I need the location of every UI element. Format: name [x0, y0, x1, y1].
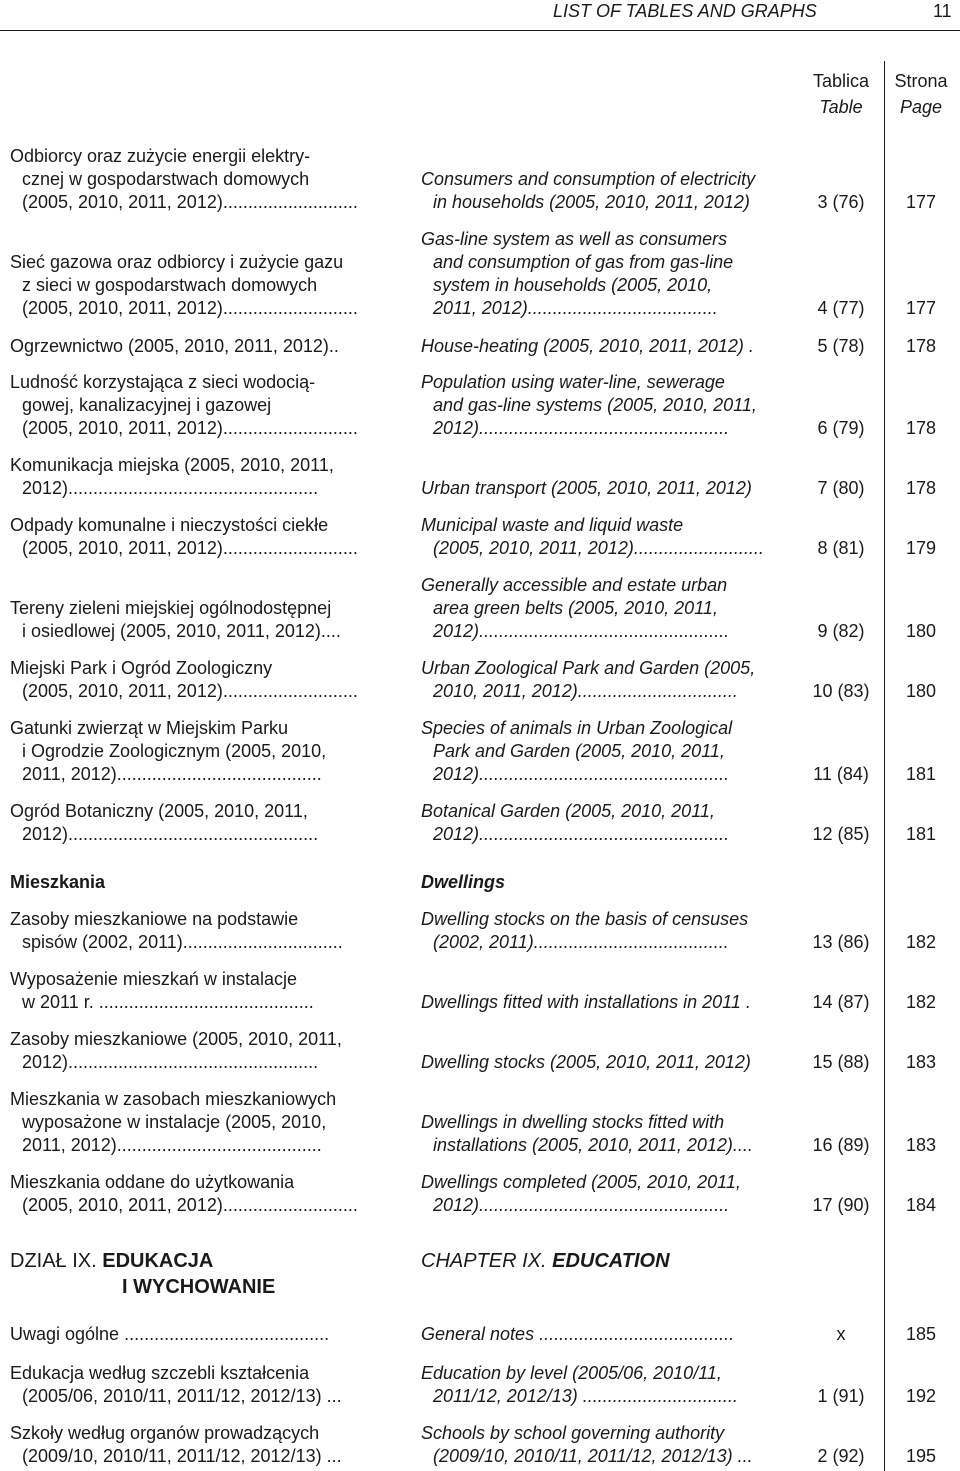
- entry-title-en: [421, 1422, 801, 1468]
- section-title-en: Dwellings: [421, 872, 506, 892]
- entry-title-en-line: 2010, 2011, 2012)................................: [433, 681, 738, 701]
- entry-title-pl-line: Uwagi ogólne .........................................: [10, 1324, 330, 1344]
- entry-title-pl: [10, 908, 386, 954]
- entry-title-pl: [10, 1362, 386, 1408]
- entry-title-pl-line: i osiedlowej (2005, 2010, 2011, 2012)....: [22, 621, 341, 641]
- entry-title-pl-line: (2005, 2010, 2011, 2012)...........................: [22, 418, 358, 438]
- chapter-title-pl: [10, 1248, 386, 1300]
- page-number: 178: [905, 336, 937, 356]
- page-number: 177: [905, 192, 937, 212]
- entry-title-en: [421, 991, 801, 1014]
- section-title-pl: Mieszkania: [10, 872, 106, 892]
- entry-title-en: [421, 1323, 801, 1346]
- entry-title-en-line: Dwellings completed (2005, 2010, 2011,: [421, 1172, 741, 1192]
- entry-title-en-line: and consumption of gas from gas-line: [433, 252, 734, 272]
- column-header-table-en: Table: [819, 97, 863, 117]
- entry-title-pl-line: cznej w gospodarstwach domowych: [22, 169, 310, 189]
- entry-title-pl-line: Zasoby mieszkaniowe (2005, 2010, 2011,: [10, 1029, 342, 1049]
- chapter-name-en: EDUCATION: [552, 1250, 670, 1272]
- entry-title-en: [421, 477, 801, 500]
- table-number: 12 (85): [812, 824, 870, 844]
- entry-title-en-line: Park and Garden (2005, 2010, 2011,: [433, 741, 725, 761]
- entry-title-en-line: 2012)..................................................: [433, 418, 730, 438]
- table-number: 2 (92): [817, 1446, 865, 1466]
- entry-title-en-line: Education by level (2005/06, 2010/11,: [421, 1363, 722, 1383]
- entry-title-pl: [10, 251, 386, 320]
- page-number: 184: [905, 1195, 937, 1215]
- column-header-page-en: Page: [899, 97, 943, 117]
- entry-title-en-line: 2012)..................................................: [433, 1195, 730, 1215]
- entry-title-pl: [10, 1028, 386, 1074]
- entry-title-en-line: Population using water-line, sewerage: [421, 372, 725, 392]
- entry-title-pl-line: Gatunki zwierząt w Miejskim Parku: [10, 718, 289, 738]
- entry-title-en-line: installations (2005, 2010, 2011, 2012)....: [433, 1135, 753, 1155]
- entry-title-pl-line: Sieć gazowa oraz odbiorcy i zużycie gazu: [10, 252, 344, 272]
- column-header-strona: Strona: [894, 71, 948, 91]
- table-number: 16 (89): [812, 1135, 870, 1155]
- entry-title-en: [421, 228, 801, 320]
- entry-title-pl-line: Ogrzewnictwo (2005, 2010, 2011, 2012)..: [10, 336, 339, 356]
- entry-title-pl-line: Ogród Botaniczny (2005, 2010, 2011,: [10, 801, 308, 821]
- entry-title-en: [421, 1171, 801, 1217]
- entry-title-pl-line: (2005, 2010, 2011, 2012)...........................: [22, 192, 358, 212]
- entry-title-pl: [10, 597, 386, 643]
- entry-title-pl: [10, 145, 386, 214]
- chapter-title-pl-line: [10, 1248, 386, 1274]
- entry-title-en-line: General notes .......................................: [421, 1324, 735, 1344]
- entry-title-pl: [10, 717, 386, 786]
- column-header-page: [886, 68, 956, 120]
- entry-title-pl-line: Odpady komunalne i nieczystości ciekłe: [10, 515, 329, 535]
- entry-title-en-line: Botanical Garden (2005, 2010, 2011,: [421, 801, 715, 821]
- entry-title-pl: [10, 800, 386, 846]
- chapter-prefix-pl: DZIAŁ IX.: [10, 1250, 103, 1272]
- table-number: 15 (88): [812, 1052, 870, 1072]
- entry-title-en: [421, 514, 801, 560]
- entry-title-en-line: Dwellings fitted with installations in 2011 .: [421, 992, 751, 1012]
- entry-title-pl: [10, 657, 386, 703]
- entry-title-pl-line: 2011, 2012).........................................: [22, 764, 322, 784]
- header-title: LIST OF TABLES AND GRAPHS: [553, 1, 817, 21]
- entry-title-en-line: Dwelling stocks on the basis of censuses: [421, 909, 749, 929]
- header-page-number: 11: [933, 1, 952, 21]
- page-number: 185: [905, 1324, 937, 1344]
- page-number: 180: [905, 681, 937, 701]
- entry-title-en-line: 2011/12, 2012/13) ...............................: [433, 1386, 738, 1406]
- entry-title-pl: [10, 968, 386, 1014]
- entry-title-en-line: (2009/10, 2010/11, 2011/12, 2012/13) ...: [433, 1446, 753, 1466]
- entry-title-en-line: Schools by school governing authority: [421, 1423, 725, 1443]
- entry-title-pl-line: 2011, 2012).........................................: [22, 1135, 322, 1155]
- page-number: 182: [905, 992, 937, 1012]
- table-number: 17 (90): [812, 1195, 870, 1215]
- entry-title-en-line: House-heating (2005, 2010, 2011, 2012) .: [421, 336, 754, 356]
- page-number: 181: [905, 824, 937, 844]
- column-header-table: [800, 68, 882, 120]
- entry-title-en-line: Urban transport (2005, 2010, 2011, 2012): [421, 478, 752, 498]
- table-number: 3 (76): [817, 192, 865, 212]
- entry-title-en: [421, 908, 801, 954]
- entry-title-en: [421, 717, 801, 786]
- entry-title-en-line: Species of animals in Urban Zoological: [421, 718, 733, 738]
- column-divider: [884, 61, 885, 1471]
- table-number: 13 (86): [812, 932, 870, 952]
- page-number: 183: [905, 1135, 937, 1155]
- entry-title-en: [421, 168, 801, 214]
- table-number: 5 (78): [817, 336, 865, 356]
- page-number: 182: [905, 932, 937, 952]
- table-number: x: [836, 1324, 846, 1344]
- entry-title-en: [421, 657, 801, 703]
- page-number: 181: [905, 764, 937, 784]
- entry-title-pl-line: Mieszkania oddane do użytkowania: [10, 1172, 295, 1192]
- entry-title-pl-line: 2012)..................................................: [22, 824, 319, 844]
- entry-title-pl-line: w 2011 r. ...........................................: [22, 992, 314, 1012]
- entry-title-pl: [10, 514, 386, 560]
- entry-title-en-line: Municipal waste and liquid waste: [421, 515, 684, 535]
- entry-title-pl-line: (2005, 2010, 2011, 2012)...........................: [22, 538, 358, 558]
- entry-title-pl-line: Wyposażenie mieszkań w instalacje: [10, 969, 297, 989]
- entry-title-pl-line: Komunikacja miejska (2005, 2010, 2011,: [10, 455, 334, 475]
- entry-title-pl-line: z sieci w gospodarstwach domowych: [22, 275, 318, 295]
- entry-title-en-line: Generally accessible and estate urban: [421, 575, 728, 595]
- entry-title-pl-line: (2005, 2010, 2011, 2012)...........................: [22, 298, 358, 318]
- entry-title-pl: [10, 1422, 386, 1468]
- chapter-prefix-en: CHAPTER IX.: [421, 1250, 547, 1272]
- chapter-name-pl-line2: I WYCHOWANIE: [122, 1276, 276, 1298]
- entry-title-en-line: Urban Zoological Park and Garden (2005,: [421, 658, 756, 678]
- table-number: 11 (84): [813, 764, 869, 784]
- table-number: 6 (79): [817, 418, 865, 438]
- entry-title-pl-line: Zasoby mieszkaniowe na podstawie: [10, 909, 299, 929]
- entry-title-pl-line: Odbiorcy oraz zużycie energii elektry-: [10, 146, 311, 166]
- entry-title-en-line: Consumers and consumption of electricity: [421, 169, 756, 189]
- entry-title-en-line: 2012)..................................................: [433, 621, 730, 641]
- table-number: 10 (83): [812, 681, 870, 701]
- entry-title-pl: [10, 1323, 386, 1346]
- entry-title-pl-line: Tereny zieleni miejskiej ogólnodostępnej: [10, 598, 332, 618]
- entry-title-en-line: Dwelling stocks (2005, 2010, 2011, 2012): [421, 1052, 751, 1072]
- chapter-name-pl: EDUKACJA: [102, 1250, 214, 1272]
- entry-title-en-line: and gas-line systems (2005, 2010, 2011,: [433, 395, 757, 415]
- entry-title-en: [421, 1051, 801, 1074]
- table-number: 8 (81): [817, 538, 865, 558]
- entry-title-pl-line: 2012)..................................................: [22, 478, 319, 498]
- entry-title-en: [421, 1111, 801, 1157]
- page-number: 192: [905, 1386, 937, 1406]
- entry-title-pl: [10, 1171, 386, 1217]
- entry-title-en-line: system in households (2005, 2010,: [433, 275, 713, 295]
- entry-title-en-line: 2011, 2012)......................................: [433, 298, 718, 318]
- page-number: 179: [905, 538, 937, 558]
- entry-title-en-line: Gas-line system as well as consumers: [421, 229, 728, 249]
- page-number: 195: [905, 1446, 937, 1466]
- entry-title-pl-line: Ludność korzystająca z sieci wodocią-: [10, 372, 316, 392]
- entry-title-pl: [10, 1088, 386, 1157]
- entry-title-pl: [10, 335, 386, 358]
- entry-title-pl-line: (2005, 2010, 2011, 2012)...........................: [22, 681, 358, 701]
- entry-title-pl-line: 2012)..................................................: [22, 1052, 319, 1072]
- entry-title-en-line: Dwellings in dwelling stocks fitted with: [421, 1112, 725, 1132]
- entry-title-pl-line: wyposażone w instalacje (2005, 2010,: [22, 1112, 327, 1132]
- page-number: 180: [905, 621, 937, 641]
- entry-title-pl-line: i Ogrodzie Zoologicznym (2005, 2010,: [22, 741, 327, 761]
- entry-title-en-line: 2012)..................................................: [433, 824, 730, 844]
- page-number: 183: [905, 1052, 937, 1072]
- entry-title-pl: [10, 371, 386, 440]
- entry-title-en-line: 2012)..................................................: [433, 764, 730, 784]
- table-number: 9 (82): [817, 621, 865, 641]
- entry-title-pl-line: (2009/10, 2010/11, 2011/12, 2012/13) ...: [22, 1446, 342, 1466]
- entry-title-pl-line: spisów (2002, 2011)................................: [22, 932, 343, 952]
- table-number: 14 (87): [812, 992, 870, 1012]
- page-number: 178: [905, 478, 937, 498]
- entry-title-en-line: (2005, 2010, 2011, 2012)..........................: [433, 538, 764, 558]
- entry-title-en: [421, 574, 801, 643]
- entry-title-pl-line: (2005, 2010, 2011, 2012)...........................: [22, 1195, 358, 1215]
- header-rule: [0, 30, 960, 31]
- column-header-tablica: Tablica: [812, 71, 870, 91]
- entry-title-en: [421, 800, 801, 846]
- entry-title-en-line: (2002, 2011).......................................: [433, 932, 729, 952]
- entry-title-pl-line: (2005/06, 2010/11, 2011/12, 2012/13) ...: [22, 1386, 342, 1406]
- entry-title-en-line: area green belts (2005, 2010, 2011,: [433, 598, 718, 618]
- entry-title-pl-line: gowej, kanalizacyjnej i gazowej: [22, 395, 272, 415]
- entry-title-pl-line: Mieszkania w zasobach mieszkaniowych: [10, 1089, 337, 1109]
- page-number: 178: [905, 418, 937, 438]
- table-number: 4 (77): [817, 298, 865, 318]
- entry-title-en: [421, 1362, 801, 1408]
- page-number: 177: [905, 298, 937, 318]
- entry-title-pl: [10, 454, 386, 500]
- table-number: 7 (80): [817, 478, 865, 498]
- entry-title-en: [421, 335, 801, 358]
- entry-title-pl-line: Miejski Park i Ogród Zoologiczny: [10, 658, 273, 678]
- chapter-title-en: [421, 1248, 801, 1274]
- running-header: [0, 0, 960, 34]
- entry-title-pl-line: Szkoły według organów prowadzących: [10, 1423, 320, 1443]
- entry-title-en: [421, 371, 801, 440]
- entry-title-en-line: in households (2005, 2010, 2011, 2012): [433, 192, 750, 212]
- table-number: 1 (91): [817, 1386, 865, 1406]
- entry-title-pl-line: Edukacja według szczebli kształcenia: [10, 1363, 310, 1383]
